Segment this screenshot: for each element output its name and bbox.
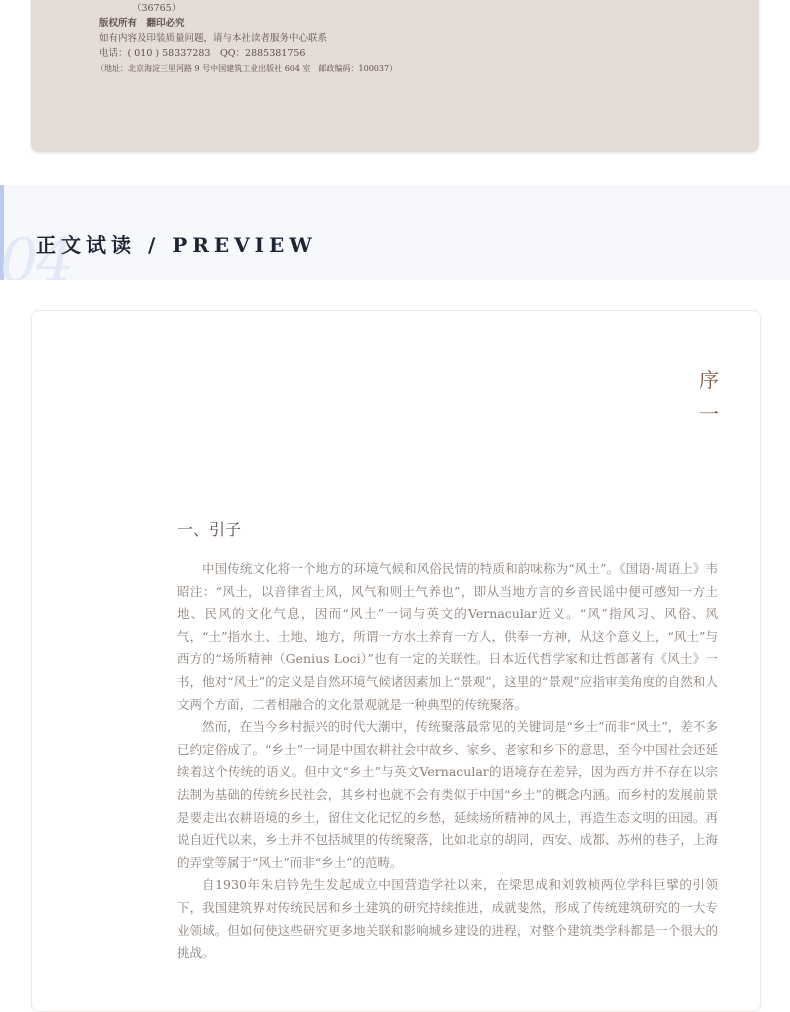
foreword-title-char: 序 bbox=[699, 368, 719, 392]
section-title: 正文试读 / PREVIEW bbox=[36, 233, 317, 257]
section-header bbox=[0, 185, 790, 280]
paragraph: 自1930年朱启钤先生发起成立中国营造学社以来，在梁思成和刘敦桢两位学科巨擘的引领下，我国建筑界对传统民居和乡土建筑的研究持续推进，成就斐然，形成了传统建筑研究的一大专业领域。但如何使这些研究更多地关联和影响城乡建设的进程，对整个建筑类学科都是一个很大的挑战。 bbox=[177, 877, 718, 961]
foreword-title-char: 一 bbox=[699, 402, 719, 426]
preview-page bbox=[31, 310, 761, 1012]
chapter-heading: 一、引子 bbox=[177, 520, 242, 539]
catalog-code: （36765） bbox=[132, 3, 182, 14]
foreword-title bbox=[697, 363, 721, 431]
publisher-address: （地址：北京海淀三里河路 9 号中国建筑工业出版社 604 室 邮政编码：100037） bbox=[96, 64, 398, 73]
copyright-info bbox=[96, 1, 398, 76]
body-text bbox=[177, 558, 718, 965]
contact-info: 电话：( 010 ) 58337283 QQ：2885381756 bbox=[99, 48, 306, 59]
paragraph: 然而，在当今乡村振兴的时代大潮中，传统聚落最常见的关键词是“乡土”而非“风土”，差不多已约定俗成了。“乡土”一词是中国农耕社会中故乡、家乡、老家和乡下的意思，至今中国社会还延续着这个传统的语义。但中文“乡土”与英文Vernacular的语境存在差异，因为西方并不存在以宗法制为基础的传统乡民社会，其乡村也就不会有类似于中国“乡土”的概念内涵。而乡村的发展前景是要走出农耕语境的乡土，留住文化记忆的乡愁，延续场所精神的风土，再造生态文明的田园。再说自近代以来，乡土并不包括城里的传统聚落，比如北京的胡同，西安、成都、苏州的巷子，上海的弄堂等属于“风土”而非“乡土”的范畴。 bbox=[177, 719, 718, 870]
rights-statement: 版权所有 翻印必究 bbox=[99, 18, 185, 29]
copyright-card bbox=[31, 0, 759, 152]
paragraph: 中国传统文化将一个地方的环境气候和风俗民情的特质和韵味称为“风土”。《国语·周语上》韦昭注：“风土，以音律省土风，风气和则土气养也”，即从当地方言的乡音民谣中便可感知一方土地、民风的文化气息，因而“风土”一词与英文的Vernacular近义。“风”指风习、风俗、风气，“土”指水土、土地、地方，所谓一方水土养育一方人，供奉一方神，从这个意义上，“风土”与西方的“场所精神（Genius Loci）”也有一定的关联性。日本近代哲学家和辻哲郎著有《风土》一书，他对“风土”的定义是自然环境气候诸因素加上“景观”，这里的“景观”应指审美角度的自然和人文两个方面，二者相融合的文化景观就是一种典型的传统聚落。 bbox=[177, 561, 718, 712]
section-number: 04 bbox=[0, 226, 73, 280]
quality-note: 如有内容及印装质量问题，请与本社读者服务中心联系 bbox=[99, 33, 328, 44]
